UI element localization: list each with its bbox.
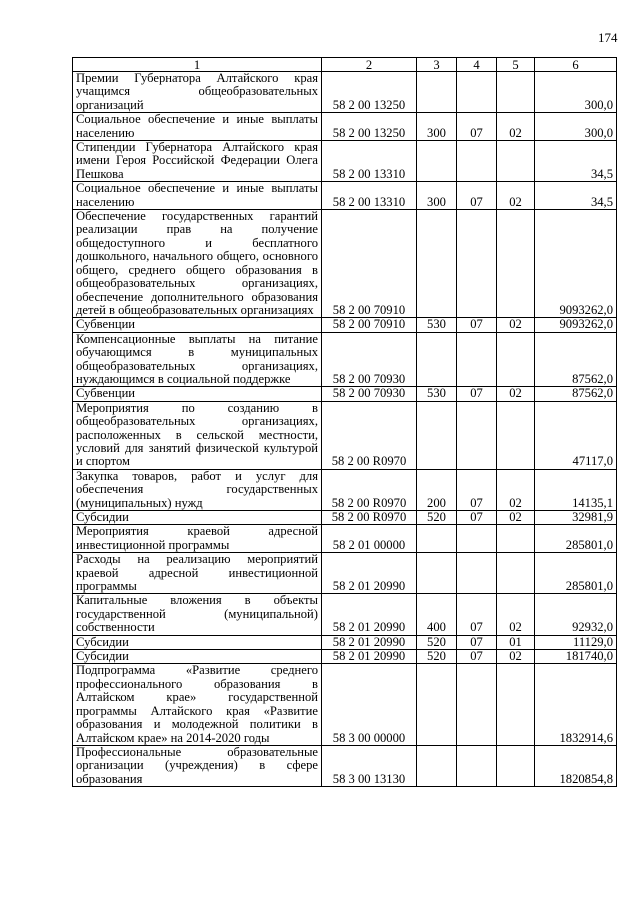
section-cell <box>457 332 497 387</box>
column-header: 6 <box>535 58 617 72</box>
subsection-cell: 02 <box>497 594 535 635</box>
target-code-cell: 58 2 01 20990 <box>322 635 417 649</box>
amount-cell: 285801,0 <box>535 553 617 594</box>
section-cell <box>457 664 497 745</box>
section-cell <box>457 525 497 553</box>
item-name-cell: Премии Губернатора Алтайского края учащимся общеобразовательных организаций <box>73 72 322 113</box>
target-code-cell: 58 2 00 13250 <box>322 72 417 113</box>
subsection-cell: 02 <box>497 650 535 664</box>
item-name-cell: Обеспечение государственных гарантий реализации прав на получение общедоступного и бесплатного дошкольного, начального общего, основного общего, среднего общего образования в общеобразовательных организациях, обеспечение дополнительного образования детей в общеобразовательных организациях <box>73 210 322 318</box>
table-row <box>73 664 617 745</box>
item-name-cell: Закупка товаров, работ и услуг для обеспечения государственных (муниципальных) нужд <box>73 469 322 510</box>
expense-type-cell: 400 <box>417 594 457 635</box>
target-code-cell: 58 2 01 00000 <box>322 525 417 553</box>
section-cell: 07 <box>457 469 497 510</box>
subsection-cell <box>497 401 535 469</box>
expense-type-cell: 530 <box>417 318 457 332</box>
column-header: 5 <box>497 58 535 72</box>
table-row <box>73 745 617 786</box>
table-row <box>73 182 617 210</box>
section-cell: 07 <box>457 113 497 141</box>
subsection-cell <box>497 332 535 387</box>
expense-type-cell <box>417 141 457 182</box>
target-code-cell: 58 2 00 13310 <box>322 141 417 182</box>
subsection-cell: 02 <box>497 318 535 332</box>
amount-cell: 300,0 <box>535 113 617 141</box>
expense-type-cell <box>417 210 457 318</box>
item-name-cell: Субвенции <box>73 387 322 401</box>
subsection-cell: 02 <box>497 387 535 401</box>
amount-cell: 32981,9 <box>535 511 617 525</box>
table-row <box>73 387 617 401</box>
amount-cell: 9093262,0 <box>535 210 617 318</box>
table-row <box>73 72 617 113</box>
item-name-cell: Мероприятия по созданию в общеобразовательных организациях, расположенных в сельской местности, условий для занятий физической культурой и спортом <box>73 401 322 469</box>
subsection-cell <box>497 525 535 553</box>
item-name-cell: Расходы на реализацию мероприятий краевой адресной инвестиционной программы <box>73 553 322 594</box>
subsection-cell: 02 <box>497 113 535 141</box>
table-row <box>73 635 617 649</box>
target-code-cell: 58 2 00 R0970 <box>322 401 417 469</box>
subsection-cell: 02 <box>497 469 535 510</box>
section-cell: 07 <box>457 318 497 332</box>
target-code-cell: 58 2 00 13250 <box>322 113 417 141</box>
subsection-cell: 02 <box>497 511 535 525</box>
amount-cell: 34,5 <box>535 141 617 182</box>
amount-cell: 181740,0 <box>535 650 617 664</box>
amount-cell: 1832914,6 <box>535 664 617 745</box>
amount-cell: 14135,1 <box>535 469 617 510</box>
expense-type-cell: 300 <box>417 113 457 141</box>
amount-cell: 300,0 <box>535 72 617 113</box>
item-name-cell: Субсидии <box>73 635 322 649</box>
section-cell: 07 <box>457 387 497 401</box>
table-header-row <box>73 58 617 72</box>
section-cell <box>457 553 497 594</box>
table-row <box>73 594 617 635</box>
amount-cell: 285801,0 <box>535 525 617 553</box>
item-name-cell: Подпрограмма «Развитие среднего профессионального образования в Алтайском крае» государственной программы Алтайского края «Развитие образования и молодежной политики в Алтайском крае» на 2014-2020 годы <box>73 664 322 745</box>
subsection-cell <box>497 745 535 786</box>
expense-type-cell <box>417 72 457 113</box>
target-code-cell: 58 2 01 20990 <box>322 594 417 635</box>
section-cell: 07 <box>457 594 497 635</box>
table-row <box>73 332 617 387</box>
section-cell <box>457 72 497 113</box>
item-name-cell: Субсидии <box>73 650 322 664</box>
amount-cell: 87562,0 <box>535 332 617 387</box>
table-row <box>73 113 617 141</box>
section-cell <box>457 745 497 786</box>
target-code-cell: 58 2 00 R0970 <box>322 469 417 510</box>
target-code-cell: 58 2 00 70930 <box>322 332 417 387</box>
column-header: 3 <box>417 58 457 72</box>
target-code-cell: 58 2 00 70910 <box>322 210 417 318</box>
table-row <box>73 511 617 525</box>
table-row <box>73 650 617 664</box>
subsection-cell <box>497 141 535 182</box>
subsection-cell <box>497 72 535 113</box>
expense-type-cell: 200 <box>417 469 457 510</box>
table-row <box>73 210 617 318</box>
item-name-cell: Капитальные вложения в объекты государственной (муниципальной) собственности <box>73 594 322 635</box>
item-name-cell: Мероприятия краевой адресной инвестиционной программы <box>73 525 322 553</box>
expense-type-cell <box>417 525 457 553</box>
amount-cell: 87562,0 <box>535 387 617 401</box>
table-row <box>73 401 617 469</box>
table-body <box>73 72 617 787</box>
subsection-cell: 02 <box>497 182 535 210</box>
item-name-cell: Стипендии Губернатора Алтайского края имени Героя Российской Федерации Олега Пешкова <box>73 141 322 182</box>
target-code-cell: 58 2 00 70930 <box>322 387 417 401</box>
item-name-cell: Социальное обеспечение и иные выплаты населению <box>73 182 322 210</box>
target-code-cell: 58 2 00 R0970 <box>322 511 417 525</box>
item-name-cell: Профессиональные образовательные организации (учреждения) в сфере образования <box>73 745 322 786</box>
item-name-cell: Компенсационные выплаты на питание обучающимся в муниципальных общеобразовательных организациях, нуждающимся в социальной поддержке <box>73 332 322 387</box>
subsection-cell <box>497 210 535 318</box>
table-row <box>73 469 617 510</box>
section-cell <box>457 401 497 469</box>
target-code-cell: 58 2 01 20990 <box>322 650 417 664</box>
expense-type-cell: 520 <box>417 650 457 664</box>
expense-type-cell <box>417 664 457 745</box>
expense-type-cell: 520 <box>417 635 457 649</box>
subsection-cell: 01 <box>497 635 535 649</box>
item-name-cell: Субвенции <box>73 318 322 332</box>
target-code-cell: 58 2 00 70910 <box>322 318 417 332</box>
amount-cell: 47117,0 <box>535 401 617 469</box>
table-row <box>73 318 617 332</box>
section-cell <box>457 210 497 318</box>
expense-type-cell <box>417 745 457 786</box>
table-row <box>73 553 617 594</box>
target-code-cell: 58 3 00 13130 <box>322 745 417 786</box>
amount-cell: 34,5 <box>535 182 617 210</box>
amount-cell: 11129,0 <box>535 635 617 649</box>
expense-type-cell: 530 <box>417 387 457 401</box>
amount-cell: 1820854,8 <box>535 745 617 786</box>
section-cell: 07 <box>457 650 497 664</box>
amount-cell: 9093262,0 <box>535 318 617 332</box>
expense-type-cell <box>417 332 457 387</box>
item-name-cell: Субсидии <box>73 511 322 525</box>
column-header: 1 <box>73 58 322 72</box>
target-code-cell: 58 2 00 13310 <box>322 182 417 210</box>
section-cell: 07 <box>457 511 497 525</box>
column-header: 4 <box>457 58 497 72</box>
column-header: 2 <box>322 58 417 72</box>
amount-cell: 92932,0 <box>535 594 617 635</box>
subsection-cell <box>497 664 535 745</box>
section-cell: 07 <box>457 182 497 210</box>
subsection-cell <box>497 553 535 594</box>
target-code-cell: 58 3 00 00000 <box>322 664 417 745</box>
expense-type-cell <box>417 401 457 469</box>
item-name-cell: Социальное обеспечение и иные выплаты населению <box>73 113 322 141</box>
page-number: 174 <box>598 30 618 45</box>
section-cell: 07 <box>457 635 497 649</box>
table-row <box>73 525 617 553</box>
budget-table <box>72 57 617 787</box>
expense-type-cell: 520 <box>417 511 457 525</box>
table-row <box>73 141 617 182</box>
section-cell <box>457 141 497 182</box>
expense-type-cell: 300 <box>417 182 457 210</box>
expense-type-cell <box>417 553 457 594</box>
target-code-cell: 58 2 01 20990 <box>322 553 417 594</box>
